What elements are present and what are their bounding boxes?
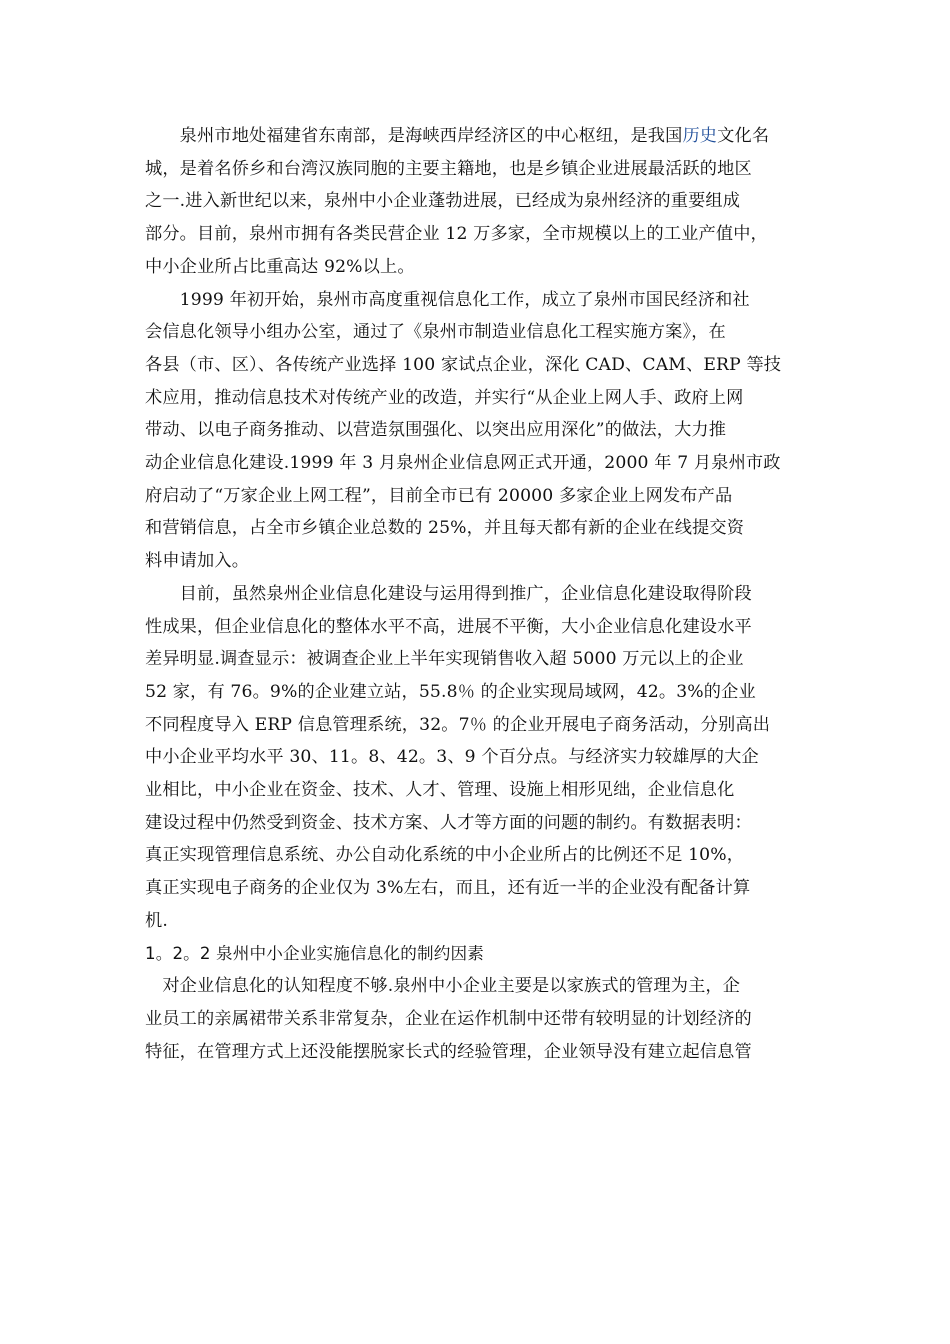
paragraph-line: 差异明显.调查显示：被调查企业上半年实现销售收入超 5000 万元以上的企业 [145, 649, 744, 670]
document-body [145, 120, 809, 1068]
paragraph-line: 中小企业所占比重高达 92%以上。 [145, 256, 415, 277]
paragraph-line: 目前，虽然泉州企业信息化建设与运用得到推广，企业信息化建设取得阶段 [145, 583, 752, 604]
paragraph-line: 会信息化领导小组办公室，通过了《泉州市制造业信息化工程实施方案》，在 [145, 322, 726, 343]
paragraph-line: 部分。目前，泉州市拥有各类民营企业 12 万多家，全市规模以上的工业产值中， [145, 224, 768, 245]
paragraph-4 [145, 970, 809, 1068]
paragraph-line: 业相比，中小企业在资金、技术、人才、管理、设施上相形见绌，企业信息化 [145, 780, 735, 801]
section-heading: 1。2。2 泉州中小企业实施信息化的制约因素 [145, 943, 484, 963]
paragraph-line: 机. [145, 910, 168, 931]
paragraph-line: 52 家，有 76。9%的企业建立站，55.8％ 的企业实现局域网，42。3%的企业 [145, 681, 756, 702]
paragraph-line [145, 120, 809, 153]
history-link[interactable]: 历史 [682, 126, 718, 146]
paragraph-1 [145, 120, 809, 284]
paragraph-line: 业员工的亲属裙带关系非常复杂，企业在运作机制中还带有较明显的计划经济的 [145, 1008, 752, 1029]
paragraph-line: 料申请加入。 [145, 551, 250, 572]
line-prefix: 泉州市地处福建省东南部，是海峡西岸经济区的中心枢纽，是我国 [145, 126, 683, 146]
paragraph-line: 不同程度导入 ERP 信息管理系统，32。7％ 的企业开展电子商务活动，分别高出 [145, 714, 771, 735]
paragraph-line: 建设过程中仍然受到资金、技术方案、人才等方面的问题的制约。有数据表明： [145, 812, 752, 833]
paragraph-line: 性成果，但企业信息化的整体水平不高，进展不平衡，大小企业信息化建设水平 [145, 616, 752, 637]
paragraph-line: 带动、以电子商务推动、以营造氛围强化、以突出应用深化”的做法，大力推 [145, 420, 727, 441]
paragraph-3 [145, 578, 809, 938]
paragraph-line: 府启动了“万家企业上网工程”，目前全市已有 20000 多家企业上网发布产品 [145, 485, 733, 506]
paragraph-line: 和营销信息，占全市乡镇企业总数的 25%，并且每天都有新的企业在线提交资 [145, 518, 745, 539]
paragraph-line: 中小企业平均水平 30、11。8、42。3、9 个百分点。与经济实力较雄厚的大企 [145, 747, 759, 768]
line-suffix: 文化名 [717, 126, 770, 146]
paragraph-line: 特征，在管理方式上还没能摆脱家长式的经验管理，企业领导没有建立起信息管 [145, 1041, 752, 1062]
paragraph-line: 真正实现管理信息系统、办公自动化系统的中小企业所占的比例还不足 10%， [145, 845, 745, 866]
paragraph-line: 各县（市、区）、各传统产业选择 100 家试点企业，深化 CAD、CAM、ERP 等技 [145, 354, 782, 375]
paragraph-line: 动企业信息化建设.1999 年 3 月泉州企业信息网正式开通，2000 年 7 月泉州市政 [145, 453, 781, 474]
paragraph-line: 术应用，推动信息技术对传统产业的改造，并实行“从企业上网人手、政府上网 [145, 387, 744, 408]
paragraph-line: 城，是着名侨乡和台湾汉族同胞的主要主籍地，也是乡镇企业进展最活跃的地区 [145, 158, 752, 179]
paragraph-line: 对企业信息化的认知程度不够.泉州中小企业主要是以家族式的管理为主，企 [145, 976, 741, 997]
paragraph-2 [145, 284, 809, 578]
paragraph-line: 之一.进入新世纪以来，泉州中小企业蓬勃进展，已经成为泉州经济的重要组成 [145, 191, 741, 212]
paragraph-line: 1999 年初开始，泉州市高度重视信息化工作，成立了泉州市国民经济和社 [145, 289, 750, 310]
paragraph-line: 真正实现电子商务的企业仅为 3%左右，而且，还有近一半的企业没有配备计算 [145, 878, 751, 899]
